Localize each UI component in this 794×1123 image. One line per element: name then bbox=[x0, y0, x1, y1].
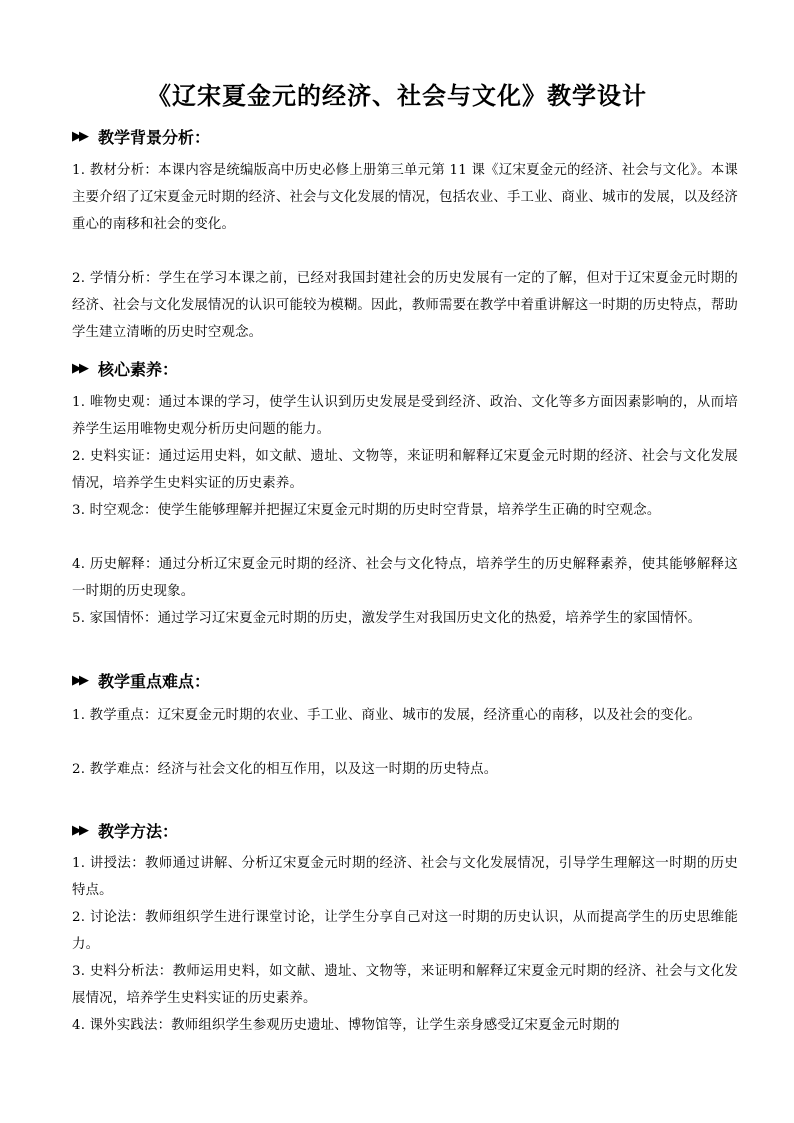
paragraph-lecture-method: 1. 讲授法：教师通过讲解、分析辽宋夏金元时期的经济、社会与文化发展情况，引导学生理解这一时期的历史特点。 bbox=[72, 856, 738, 898]
paragraph-spacetime: 3. 时空观念：使学生能够理解并把握辽宋夏金元时期的历史时空背景，培养学生正确的时空观念。 bbox=[72, 503, 661, 518]
paragraph-interpretation: 4. 历史解释：通过分析辽宋夏金元时期的经济、社会与文化特点，培养学生的历史解释素养，使其能够解释这一时期的历史现象。 bbox=[72, 557, 738, 599]
paragraph-field-practice-method: 4. 课外实践法：教师组织学生参观历史遗址、博物馆等，让学生亲身感受辽宋夏金元时期的 bbox=[72, 1018, 620, 1033]
paragraph-key-focus: 1. 教学重点：辽宋夏金元时期的农业、手工业、商业、城市的发展，经济重心的南移，以及社会的变化。 bbox=[72, 708, 702, 723]
paragraph-historical-materialism: 1. 唯物史观：通过本课的学习，使学生认识到历史发展是受到经济、政治、文化等多方面因素影响的，从而培养学生运用唯物史观分析历史问题的能力。 bbox=[72, 395, 738, 437]
double-arrow-bullet-icon: ▶▶ bbox=[72, 128, 86, 144]
paragraph-source-analysis-method: 3. 史料分析法：教师运用史料，如文献、遗址、文物等，来证明和解释辽宋夏金元时期的经济、社会与文化发展情况，培养学生史料实证的历史素养。 bbox=[72, 964, 738, 1006]
paragraph-difficulty: 2. 教学难点：经济与社会文化的相互作用，以及这一时期的历史特点。 bbox=[72, 762, 498, 777]
paragraph-evidence: 2. 史料实证：通过运用史料，如文献、遗址、文物等，来证明和解释辽宋夏金元时期的经济、社会与文化发展情况，培养学生史料实证的历史素养。 bbox=[72, 449, 738, 491]
section-heading-label: 核心素养： bbox=[98, 359, 179, 379]
double-arrow-bullet-icon: ▶▶ bbox=[72, 672, 86, 688]
section-heading-label: 教学方法： bbox=[98, 821, 179, 841]
paragraph-patriotism: 5. 家国情怀：通过学习辽宋夏金元时期的历史，激发学生对我国历史文化的热爱，培养学生的家国情怀。 bbox=[72, 611, 702, 626]
section-heading-literacy bbox=[72, 355, 178, 381]
section-heading-label: 教学背景分析： bbox=[98, 127, 211, 147]
section-heading-background bbox=[72, 123, 210, 149]
paragraph-student-analysis: 2. 学情分析：学生在学习本课之前，已经对我国封建社会的历史发展有一定的了解，但对于辽宋夏金元时期的经济、社会与文化发展情况的认识可能较为模糊。因此，教师需要在教学中着重讲解这一时期的历史特点，帮助学生建立清晰的历史时空观念。 bbox=[72, 271, 738, 340]
double-arrow-bullet-icon: ▶▶ bbox=[72, 822, 86, 838]
double-arrow-bullet-icon: ▶▶ bbox=[72, 360, 86, 376]
section-heading-methods bbox=[72, 817, 178, 843]
section-heading-keypoints bbox=[72, 667, 210, 693]
section-heading-label: 教学重点难点： bbox=[98, 671, 211, 691]
paragraph-discussion-method: 2. 讨论法：教师组织学生进行课堂讨论，让学生分享自己对这一时期的历史认识，从而提高学生的历史思维能力。 bbox=[72, 910, 738, 952]
document-title: 《辽宋夏金元的经济、社会与文化》教学设计 bbox=[147, 81, 647, 110]
paragraph-textbook-analysis: 1. 教材分析：本课内容是统编版高中历史必修上册第三单元第 11 课《辽宋夏金元的经济、社会与文化》。本课主要介绍了辽宋夏金元时期的经济、社会与文化发展的情况，包括农业、手工业、商业、城市的发展，以及经济重心的南移和社会的变化。 bbox=[72, 163, 738, 232]
